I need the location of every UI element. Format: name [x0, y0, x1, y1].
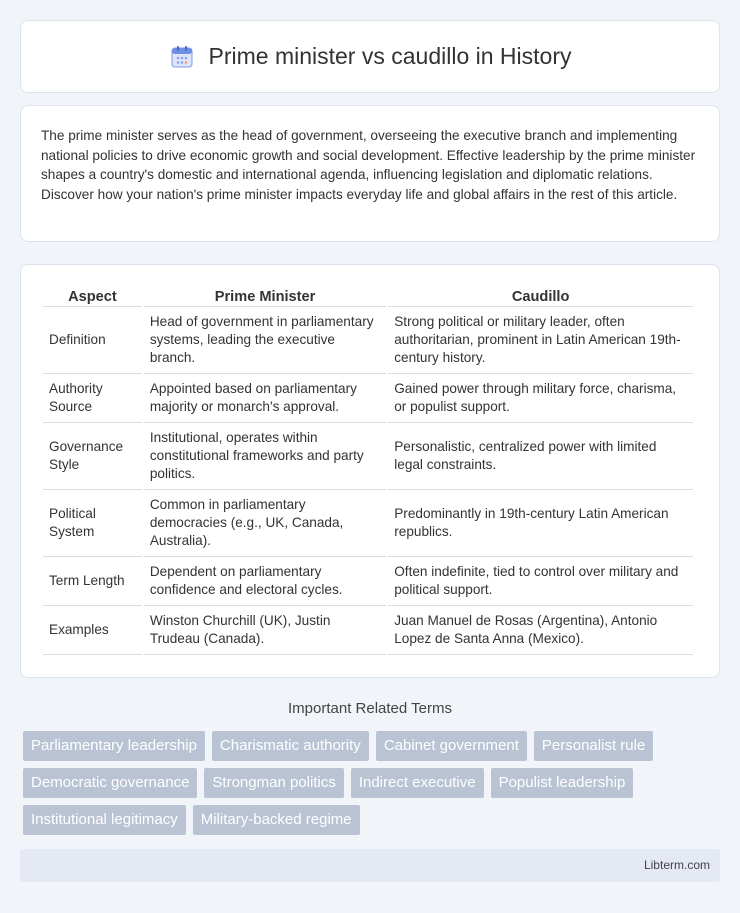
row-aspect: Examples — [43, 606, 142, 655]
tag-institutional-legitimacy[interactable]: Institutional legitimacy — [23, 805, 186, 835]
table-row — [43, 423, 693, 490]
tag-cabinet-government[interactable]: Cabinet government — [376, 731, 527, 761]
row-caudillo: Strong political or military leader, often authoritarian, prominent in Latin American 19th-century history. — [388, 307, 693, 374]
column-header-prime-minister: Prime Minister — [144, 287, 386, 307]
table-row — [43, 490, 693, 557]
page-title: Prime minister vs caudillo in History — [208, 43, 572, 69]
row-caudillo: Often indefinite, tied to control over military and political support. — [388, 557, 693, 606]
intro-text: The prime minister serves as the head of government, overseeing the executive branch and implementing national policies to drive economic growth and social development. Effective leadership by the prime minister shapes a country's domestic and international agenda, influencing legislation and diplomatic relations. Discover how your nation's prime minister impacts everyday life and global affairs in the rest of this article. — [41, 128, 696, 202]
column-header-caudillo: Caudillo — [388, 287, 693, 307]
title-wrap — [169, 43, 572, 70]
tag-democratic-governance[interactable]: Democratic governance — [23, 768, 197, 798]
row-aspect: Authority Source — [43, 374, 142, 423]
row-caudillo: Personalistic, centralized power with limited legal constraints. — [388, 423, 693, 490]
related-terms-tags — [23, 731, 723, 835]
row-prime-minister: Common in parliamentary democracies (e.g., UK, Canada, Australia). — [144, 490, 386, 557]
row-caudillo: Juan Manuel de Rosas (Argentina), Antonio Lopez de Santa Anna (Mexico). — [388, 606, 693, 655]
footer-site-link[interactable]: Libterm.com — [643, 858, 710, 872]
row-prime-minister: Winston Churchill (UK), Justin Trudeau (Canada). — [144, 606, 386, 655]
row-prime-minister: Appointed based on parliamentary majority or monarch's approval. — [144, 374, 386, 423]
row-caudillo: Predominantly in 19th-century Latin American republics. — [388, 490, 693, 557]
intro-card — [20, 105, 720, 242]
row-caudillo: Gained power through military force, charisma, or populist support. — [388, 374, 693, 423]
row-prime-minister: Institutional, operates within constitutional frameworks and party politics. — [144, 423, 386, 490]
row-aspect: Definition — [43, 307, 142, 374]
tag-parliamentary-leadership[interactable]: Parliamentary leadership — [23, 731, 205, 761]
table-row — [43, 307, 693, 374]
column-header-aspect: Aspect — [43, 287, 142, 307]
comparison-table-card — [20, 264, 720, 678]
row-aspect: Term Length — [43, 557, 142, 606]
footer — [20, 849, 720, 882]
related-terms-title: Important Related Terms — [288, 700, 452, 717]
comparison-table — [41, 287, 695, 655]
table-row — [43, 557, 693, 606]
tag-strongman-politics[interactable]: Strongman politics — [204, 768, 343, 798]
table-row — [43, 374, 693, 423]
row-aspect: Political System — [43, 490, 142, 557]
calendar-icon — [169, 44, 195, 70]
row-prime-minister: Head of government in parliamentary systems, leading the executive branch. — [144, 307, 386, 374]
header-card — [20, 20, 720, 93]
tag-personalist-rule[interactable]: Personalist rule — [534, 731, 653, 761]
row-aspect: Governance Style — [43, 423, 142, 490]
table-header-row — [43, 287, 693, 307]
row-prime-minister: Dependent on parliamentary confidence and electoral cycles. — [144, 557, 386, 606]
tag-charismatic-authority[interactable]: Charismatic authority — [212, 731, 369, 761]
tag-military-backed-regime[interactable]: Military-backed regime — [193, 805, 360, 835]
tag-indirect-executive[interactable]: Indirect executive — [351, 768, 484, 798]
tag-populist-leadership[interactable]: Populist leadership — [491, 768, 634, 798]
table-row — [43, 606, 693, 655]
